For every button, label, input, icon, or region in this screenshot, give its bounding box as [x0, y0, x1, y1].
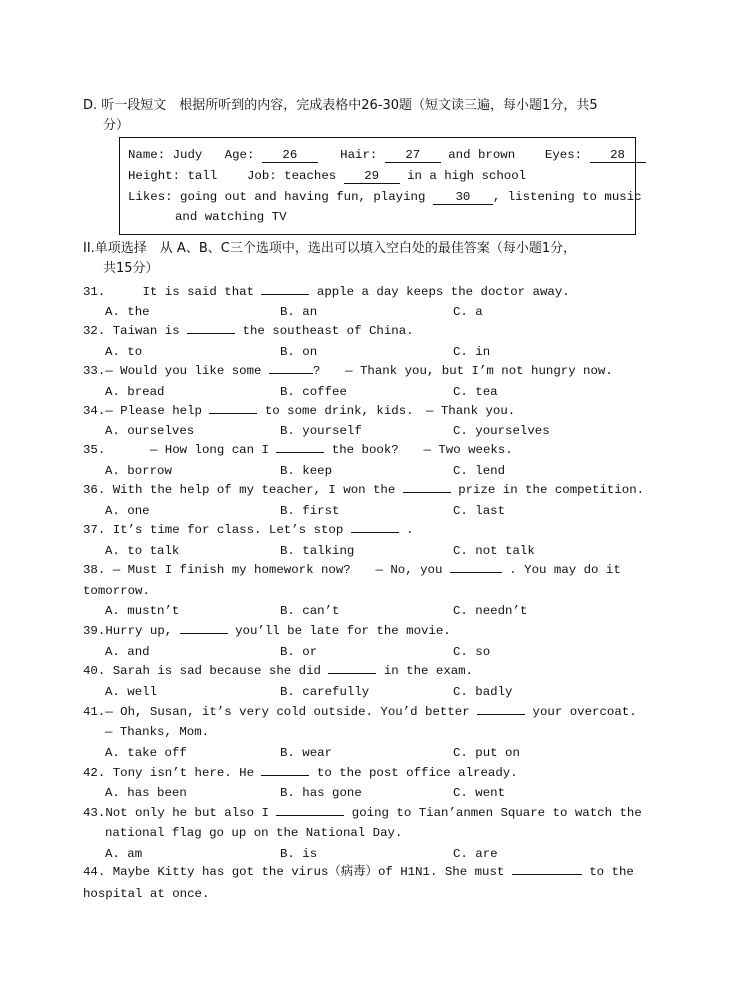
- answer-blank[interactable]: [403, 492, 451, 493]
- eyes-label: Eyes:: [544, 148, 583, 162]
- table-row-1: [128, 146, 646, 164]
- option-c[interactable]: C. lend: [453, 464, 506, 478]
- question-text: It is said that: [142, 285, 255, 299]
- question-text: Tony isn’t here. He: [112, 766, 255, 780]
- option-a[interactable]: A. well: [105, 685, 158, 699]
- question-38: [83, 561, 621, 579]
- option-b[interactable]: B. carefully: [280, 685, 370, 699]
- answer-blank[interactable]: [276, 452, 324, 453]
- option-c[interactable]: C. in: [453, 345, 491, 359]
- answer-blank[interactable]: [512, 874, 582, 875]
- section-d-heading: D. 听一段短文 根据所听到的内容，完成表格中26-30题（短文读三遍，每小题1分，共5: [83, 98, 598, 113]
- question-text-cont: tomorrow.: [83, 584, 150, 598]
- likes-cont: and watching TV: [175, 210, 287, 224]
- question-text: — Please help: [105, 404, 202, 418]
- option-a[interactable]: A. take off: [105, 746, 187, 760]
- question-41: [83, 703, 637, 721]
- section-ii-heading-cont: 共15分）: [103, 261, 159, 276]
- question-number: 42.: [83, 766, 106, 780]
- question-number: 37.: [83, 523, 106, 537]
- question-text-post: in the exam.: [383, 664, 474, 678]
- question-number: 40.: [83, 664, 106, 678]
- answer-blank[interactable]: [477, 714, 525, 715]
- job-label: Job: teaches: [246, 169, 337, 183]
- option-c[interactable]: C. are: [453, 847, 498, 861]
- answer-blank[interactable]: [187, 333, 235, 334]
- question-text-post: the southeast of China.: [242, 324, 414, 338]
- answer-blank[interactable]: [180, 633, 228, 634]
- option-b[interactable]: B. has gone: [280, 786, 362, 800]
- question-text-post: ? — Thank you, but I’m not hungry now.: [312, 364, 613, 378]
- question-37: [83, 521, 414, 539]
- option-c[interactable]: C. needn’t: [453, 604, 528, 618]
- question-number: 43.: [83, 806, 106, 820]
- section-ii-heading: II.单项选择 从 A、B、C三个选项中，选出可以填入空白处的最佳答案（每小题1分，: [83, 241, 577, 256]
- answer-blank[interactable]: [269, 373, 313, 374]
- option-b[interactable]: B. can’t: [280, 604, 340, 618]
- option-b[interactable]: B. keep: [280, 464, 333, 478]
- option-a[interactable]: A. the: [105, 305, 150, 319]
- option-b[interactable]: B. wear: [280, 746, 333, 760]
- option-b[interactable]: B. coffee: [280, 385, 347, 399]
- hair-suffix: and brown: [448, 148, 516, 162]
- question-text: — Oh, Susan, it’s very cold outside. You’d better: [105, 705, 470, 719]
- question-32: [83, 322, 414, 340]
- option-b[interactable]: B. is: [280, 847, 318, 861]
- question-text-post: . You may do it: [509, 563, 621, 577]
- question-text-post: to some drink, kids. — Thank you.: [264, 404, 516, 418]
- option-c[interactable]: C. put on: [453, 746, 520, 760]
- question-text-post: .: [406, 523, 414, 537]
- question-31: [83, 283, 570, 301]
- question-text-post: to the: [589, 865, 634, 879]
- question-number: 33.: [83, 364, 106, 378]
- question-number: 41.: [83, 705, 106, 719]
- question-text: Sarah is sad because she did: [112, 664, 321, 678]
- option-a[interactable]: A. mustn’t: [105, 604, 180, 618]
- option-b[interactable]: B. on: [280, 345, 318, 359]
- option-a[interactable]: A. borrow: [105, 464, 172, 478]
- question-text-post: to the post office already.: [316, 766, 518, 780]
- likes-label: Likes: going out and having fun, playing: [128, 190, 426, 204]
- question-text-post: prize in the competition.: [458, 483, 645, 497]
- blank-29[interactable]: 29: [344, 169, 400, 184]
- question-36: [83, 481, 644, 499]
- question-text-cont: — Thanks, Mom.: [105, 725, 210, 739]
- option-c[interactable]: C. tea: [453, 385, 498, 399]
- blank-28[interactable]: 28: [590, 148, 646, 163]
- question-number: 34.: [83, 404, 106, 418]
- option-a[interactable]: A. bread: [105, 385, 165, 399]
- question-text-cont: hospital at once.: [83, 887, 210, 901]
- question-number: 38.: [83, 563, 106, 577]
- question-number: 44.: [83, 865, 106, 879]
- blank-27[interactable]: 27: [385, 148, 441, 163]
- question-text-post: the book? — Two weeks.: [331, 443, 513, 457]
- option-c[interactable]: C. yourselves: [453, 424, 550, 438]
- question-number: 32.: [83, 324, 106, 338]
- question-number: 31.: [83, 285, 106, 299]
- table-row-3: [128, 188, 642, 206]
- option-c[interactable]: C. badly: [453, 685, 513, 699]
- answer-blank[interactable]: [276, 815, 344, 816]
- option-a[interactable]: A. one: [105, 504, 150, 518]
- question-34: [83, 402, 515, 420]
- option-a[interactable]: A. ourselves: [105, 424, 195, 438]
- question-text-post: your overcoat.: [532, 705, 637, 719]
- question-text: Not only he but also I: [105, 806, 269, 820]
- option-b[interactable]: B. talking: [280, 544, 355, 558]
- table-row-2: [128, 167, 526, 185]
- option-a[interactable]: A. to talk: [105, 544, 180, 558]
- option-a[interactable]: A. to: [105, 345, 143, 359]
- question-text-cont: national flag go up on the National Day.: [105, 826, 403, 840]
- answer-blank[interactable]: [209, 413, 257, 414]
- question-39: [83, 622, 451, 640]
- option-c[interactable]: C. went: [453, 786, 506, 800]
- answer-blank[interactable]: [261, 775, 309, 776]
- question-number: 35.: [83, 443, 106, 457]
- question-text-post: apple a day keeps the doctor away.: [316, 285, 570, 299]
- question-number: 39.: [83, 624, 106, 638]
- question-text: Taiwan is: [112, 324, 180, 338]
- section-d-heading-cont: 分）: [103, 118, 130, 133]
- option-b[interactable]: B. an: [280, 305, 318, 319]
- option-b[interactable]: B. yourself: [280, 424, 362, 438]
- blank-30[interactable]: 30: [433, 190, 493, 205]
- question-text: With the help of my teacher, I won the: [112, 483, 396, 497]
- height-label: Height: tall: [128, 169, 218, 183]
- question-text: — Would you like some: [105, 364, 262, 378]
- name-label: Name: Judy: [128, 148, 203, 162]
- question-40: [83, 662, 473, 680]
- question-33: [83, 362, 613, 380]
- option-a[interactable]: A. has been: [105, 786, 187, 800]
- option-c[interactable]: C. last: [453, 504, 506, 518]
- answer-blank[interactable]: [450, 572, 502, 573]
- question-text-post: going to Tian’anmen Square to watch the: [351, 806, 642, 820]
- option-c[interactable]: C. not talk: [453, 544, 535, 558]
- question-44: [83, 863, 634, 881]
- job-suffix: in a high school: [407, 169, 527, 183]
- question-text: Maybe Kitty has got the virus（病毒）of H1N1. She must: [112, 865, 505, 879]
- answer-blank[interactable]: [351, 532, 399, 533]
- question-35: [83, 441, 513, 459]
- answer-blank[interactable]: [261, 294, 309, 295]
- question-text-post: you’ll be late for the movie.: [235, 624, 451, 638]
- option-a[interactable]: A. and: [105, 645, 150, 659]
- question-text: It’s time for class. Let’s stop: [112, 523, 344, 537]
- option-c[interactable]: C. a: [453, 305, 483, 319]
- option-b[interactable]: B. or: [280, 645, 318, 659]
- option-c[interactable]: C. so: [453, 645, 491, 659]
- option-b[interactable]: B. first: [280, 504, 340, 518]
- question-43: [83, 804, 642, 822]
- blank-26[interactable]: 26: [262, 148, 318, 163]
- question-text: — How long can I: [149, 443, 269, 457]
- question-42: [83, 764, 518, 782]
- question-text: Hurry up,: [105, 624, 173, 638]
- age-label: Age:: [224, 148, 255, 162]
- option-a[interactable]: A. am: [105, 847, 143, 861]
- question-text: — Must I finish my homework now? — No, you: [112, 563, 443, 577]
- hair-label: Hair:: [340, 148, 378, 162]
- answer-blank[interactable]: [328, 673, 376, 674]
- likes-suffix: , listening to music: [492, 190, 642, 204]
- question-number: 36.: [83, 483, 106, 497]
